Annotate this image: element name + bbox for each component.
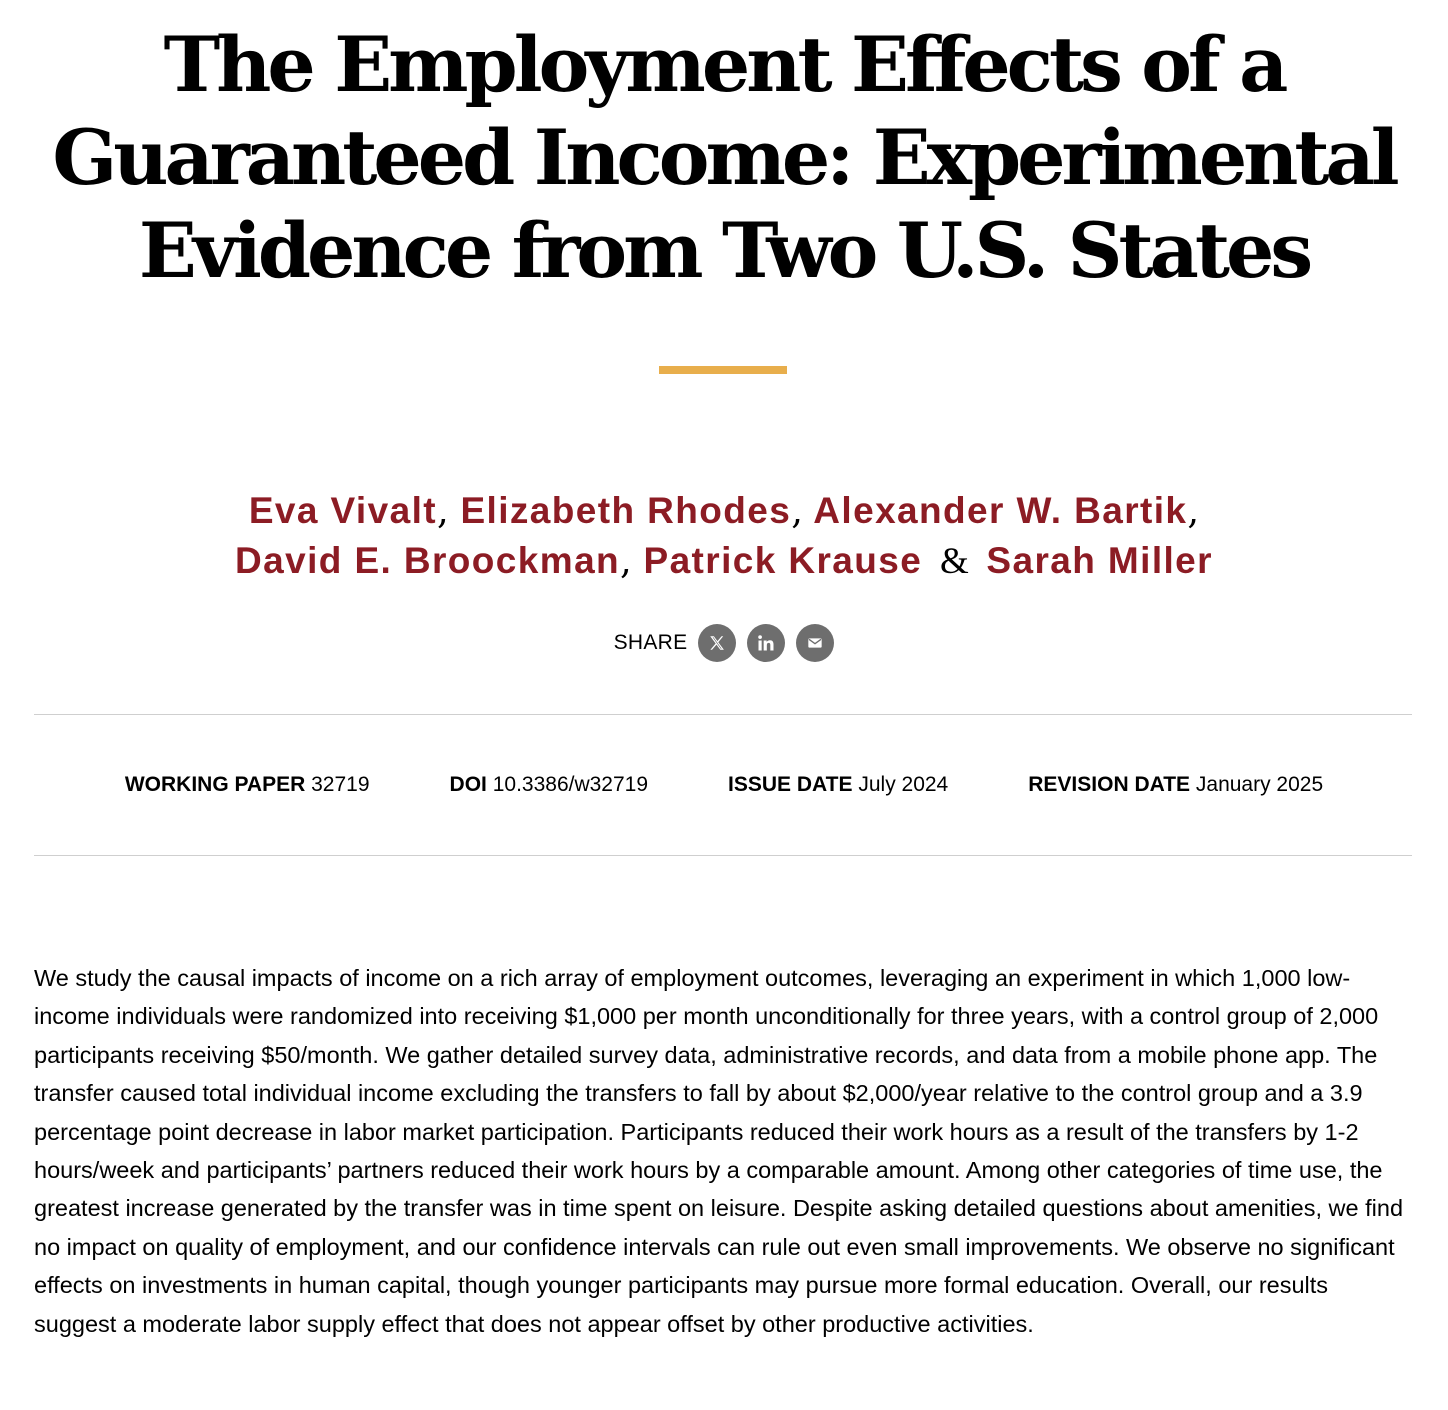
linkedin-icon [756, 633, 776, 653]
meta-label: WORKING PAPER [124, 773, 306, 796]
share-bar [0, 624, 1448, 662]
paper-title [40, 18, 1408, 297]
meta-label: REVISION DATE [1028, 773, 1191, 796]
x-twitter-icon [708, 634, 726, 652]
author-link-eva-vivalt[interactable]: Eva Vivalt [248, 490, 437, 531]
author-link-patrick-krause[interactable]: Patrick Krause [643, 540, 923, 581]
author-ampersand: & [939, 541, 969, 582]
title-line-2: Guaranteed Income: Experimental [52, 113, 1396, 202]
author-link-david-broockman[interactable]: David E. Broockman [235, 540, 621, 581]
title-line-1: The Employment Effects of a [163, 20, 1285, 109]
author-row [40, 536, 1408, 587]
meta-value: January 2025 [1195, 773, 1324, 796]
author-link-sarah-miller[interactable]: Sarah Miller [986, 540, 1213, 581]
author-list [40, 486, 1408, 587]
share-label: SHARE [613, 631, 688, 654]
meta-value: 10.3386/w32719 [492, 773, 649, 796]
author-link-elizabeth-rhodes[interactable]: Elizabeth Rhodes [460, 490, 792, 531]
meta-top-divider [34, 714, 1412, 715]
meta-label: ISSUE DATE [728, 773, 853, 796]
author-separator: , [1187, 489, 1200, 532]
paper-metadata [0, 770, 1448, 800]
meta-doi [450, 770, 649, 800]
author-row [40, 486, 1408, 536]
share-linkedin-button[interactable] [747, 624, 785, 662]
meta-value: 32719 [311, 773, 370, 796]
author-separator: , [436, 489, 449, 532]
meta-issue-date [728, 770, 948, 800]
email-icon [807, 635, 823, 651]
meta-working-paper [125, 770, 370, 800]
meta-label: DOI [449, 773, 487, 796]
abstract-text: We study the causal impacts of income on a rich array of employment outcomes, leveraging an experiment in which 1,000 low-income individuals were randomized into receiving $1,000 per month unconditionally for three years, with a control group of 2,000 participants receiving $50/month. We gather detailed survey data, administrative records, and data from a mobile phone app. The transfer caused total individual income excluding the transfers to fall by about $2,000/year relative to the control group and a 3.9 percentage point decrease in labor market participation. Participants reduced their work hours as a result of the transfers by 1-2 hours/week and participants’ partners reduced their work hours by a comparable amount. Among other categories of time use, the greatest increase generated by the transfer was in time spent on leisure. Despite asking detailed questions about amenities, we find no impact on quality of employment, and our confidence intervals can rule out even small improvements. We observe no significant effects on investments in human capital, though younger participants may pursue more formal education. Overall, our results suggest a moderate labor supply effect that does not appear offset by other productive activities. [34, 965, 1404, 1337]
author-link-alexander-bartik[interactable]: Alexander W. Bartik [813, 490, 1188, 531]
meta-revision-date [1028, 770, 1323, 800]
author-separator: , [620, 539, 632, 582]
meta-bottom-divider [34, 855, 1412, 856]
author-separator: , [791, 489, 803, 532]
share-x-button[interactable] [698, 624, 736, 662]
title-line-3: Evidence from Two U.S. States [138, 206, 1310, 295]
title-accent-divider [659, 366, 787, 374]
meta-value: July 2024 [858, 773, 949, 796]
share-email-button[interactable] [796, 624, 834, 662]
